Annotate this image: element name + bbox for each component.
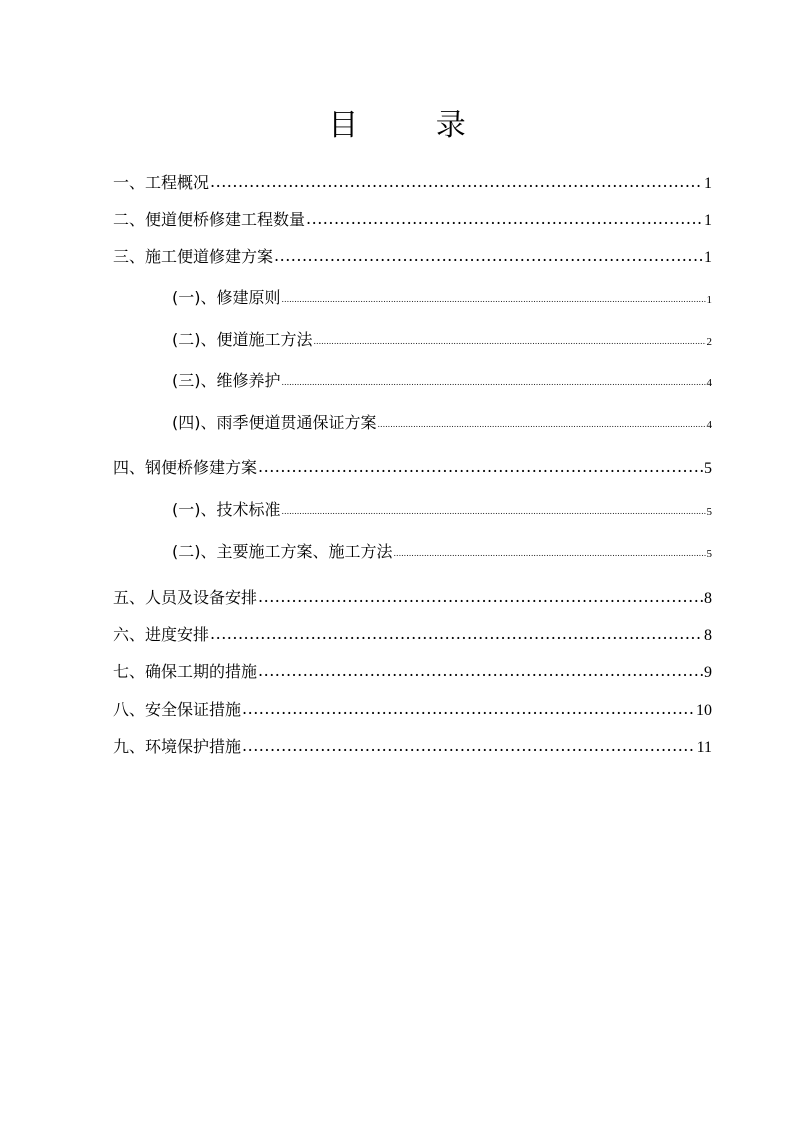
- dot-leader: [378, 414, 706, 436]
- toc-entry[interactable]: [113, 246, 712, 269]
- toc-entry-label: (四)、雨季便道贯通保证方案: [172, 413, 377, 432]
- toc-entry-page: 11: [696, 739, 712, 756]
- dot-leader: [210, 171, 703, 193]
- dot-leader: [282, 501, 706, 523]
- dot-leader: [282, 289, 706, 311]
- toc-entry[interactable]: [113, 661, 712, 684]
- toc-entry-label: 二、便道便桥修建工程数量: [113, 210, 306, 229]
- toc-entry-label: 七、确保工期的措施: [113, 662, 258, 681]
- dot-leader: [258, 456, 703, 478]
- toc-entry-label: (二)、主要施工方案、施工方法: [172, 542, 393, 561]
- toc-entry-label: 三、施工便道修建方案: [113, 247, 274, 266]
- toc-entry-page: 1: [704, 175, 712, 192]
- toc-entry-label: (三)、维修养护: [172, 371, 281, 390]
- toc-entry-label: (二)、便道施工方法: [172, 330, 313, 349]
- toc-entry[interactable]: [113, 699, 712, 722]
- toc-entry-label: 六、进度安排: [113, 625, 210, 644]
- toc-entry[interactable]: [113, 624, 712, 647]
- toc-entry-page: 8: [704, 590, 712, 607]
- toc-subentry[interactable]: [172, 370, 712, 395]
- toc-entry-page: 4: [706, 377, 712, 389]
- toc-entry[interactable]: [113, 457, 712, 480]
- dot-leader: [210, 623, 703, 645]
- dot-leader: [258, 660, 703, 682]
- toc-entry-page: 10: [696, 702, 712, 719]
- toc-entry-label: (一)、修建原则: [172, 288, 281, 307]
- toc-entry[interactable]: [113, 209, 712, 232]
- toc-entry-page: 5: [704, 460, 712, 477]
- toc-entry-page: 1: [706, 294, 712, 306]
- toc-entry-page: 5: [706, 548, 712, 560]
- toc-subentry[interactable]: [172, 329, 712, 354]
- dot-leader: [394, 543, 706, 565]
- dot-leader: [242, 698, 695, 720]
- toc-entry-page: 4: [706, 419, 712, 431]
- toc-entry-label: (一)、技术标准: [172, 500, 281, 519]
- toc-entry[interactable]: [113, 172, 712, 195]
- dot-leader: [282, 372, 706, 394]
- dot-leader: [242, 735, 696, 757]
- toc-entry-label: 一、工程概况: [113, 173, 210, 192]
- toc-entry-page: 8: [704, 627, 712, 644]
- toc-subentry[interactable]: [172, 412, 712, 437]
- dot-leader: [306, 208, 703, 230]
- dot-leader: [314, 331, 706, 353]
- toc-entry[interactable]: [113, 587, 712, 610]
- toc-entry[interactable]: [113, 736, 712, 759]
- toc-subentry[interactable]: [172, 541, 712, 566]
- toc-entry-label: 五、人员及设备安排: [113, 588, 258, 607]
- dot-leader: [274, 245, 703, 267]
- dot-leader: [258, 586, 703, 608]
- page-title: 目 录: [328, 108, 500, 143]
- toc-entry-page: 1: [704, 249, 712, 266]
- toc-entry-page: 9: [704, 664, 712, 681]
- toc-entry-page: 5: [706, 506, 712, 518]
- toc-subentry[interactable]: [172, 499, 712, 524]
- toc-entry-page: 1: [704, 212, 712, 229]
- toc-entry-label: 四、钢便桥修建方案: [113, 458, 258, 477]
- toc-entry-label: 九、环境保护措施: [113, 737, 242, 756]
- toc-entry-label: 八、安全保证措施: [113, 700, 242, 719]
- toc-subentry[interactable]: [172, 287, 712, 312]
- toc-entry-page: 2: [706, 336, 712, 348]
